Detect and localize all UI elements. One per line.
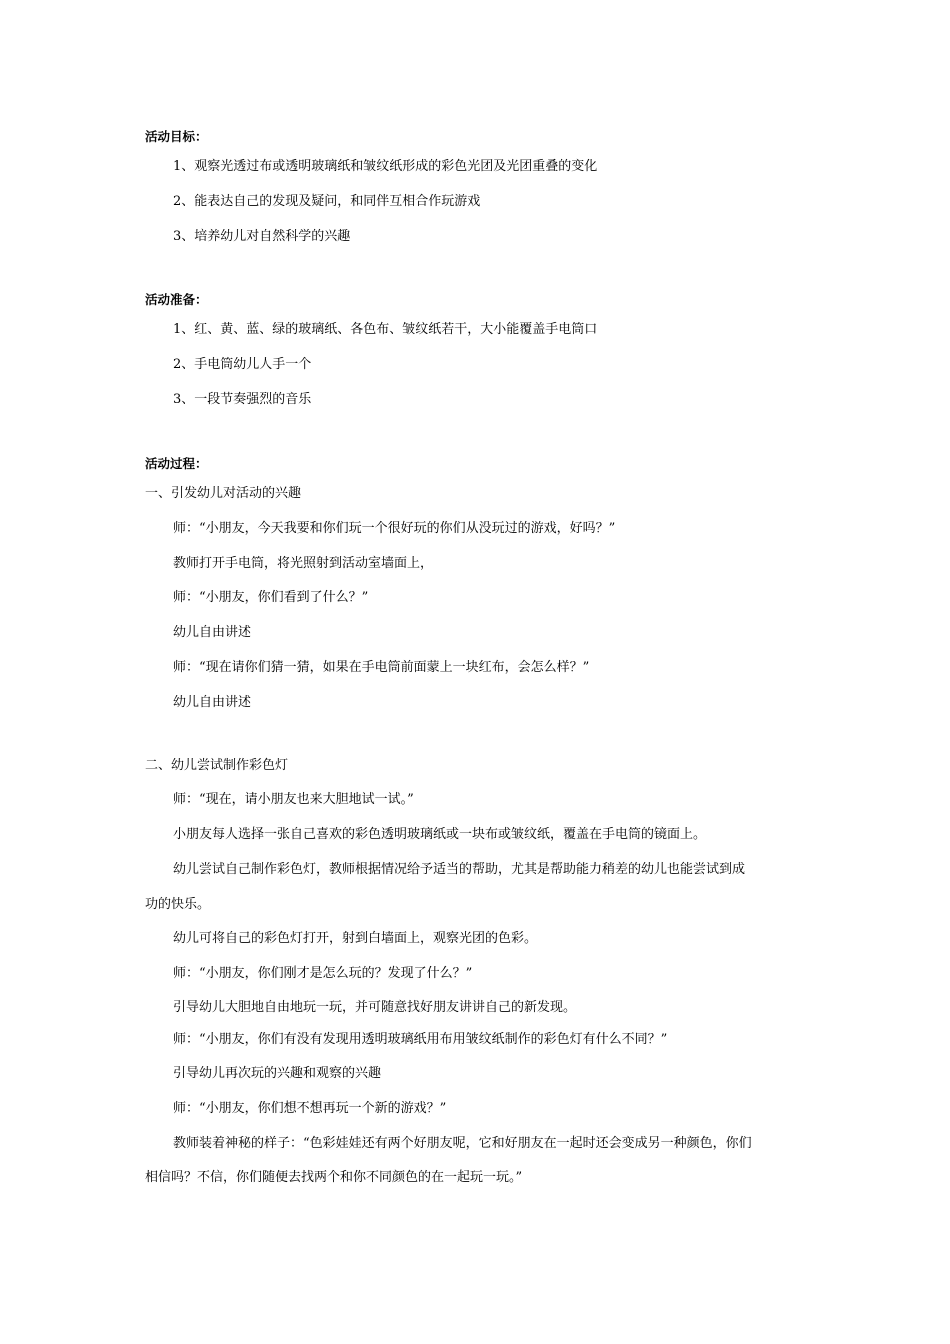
process-line: 幼儿可将自己的彩色灯打开，射到白墙面上，观察光团的色彩。 (173, 931, 538, 946)
preparation-item: 1、红、黄、蓝、绿的玻璃纸、各色布、皱纹纸若干，大小能覆盖手电筒口 (173, 322, 598, 337)
process-line: 教师打开手电筒，将光照射到活动室墙面上， (173, 556, 434, 571)
process-line: 师：“小朋友，今天我要和你们玩一个很好玩的你们从没玩过的游戏，好吗？” (173, 521, 616, 536)
preparation-item: 3、一段节奏强烈的音乐 (173, 392, 312, 407)
process-line: 引导幼儿再次玩的兴趣和观察的兴趣 (173, 1066, 382, 1081)
process-part-title: 二、幼儿尝试制作彩色灯 (145, 758, 289, 773)
process-heading: 活动过程： (145, 456, 208, 471)
goals-heading: 活动目标： (145, 129, 208, 144)
process-line: 幼儿自由讲述 (173, 695, 252, 710)
process-line: 师：“小朋友，你们想不想再玩一个新的游戏？” (173, 1101, 447, 1116)
process-line: 幼儿尝试自己制作彩色灯，教师根据情况给予适当的帮助，尤其是帮助能力稍差的幼儿也能尝试到成 (173, 862, 746, 877)
process-line: 师：“现在请你们猜一猜，如果在手电筒前面蒙上一块红布，会怎么样？” (173, 660, 590, 675)
process-line: 功的快乐。 (145, 897, 211, 912)
goal-item: 3、培养幼儿对自然科学的兴趣 (173, 229, 351, 244)
process-line: 引导幼儿大胆地自由地玩一玩，并可随意找好朋友讲讲自己的新发现。 (173, 1000, 577, 1015)
preparation-heading: 活动准备： (145, 292, 208, 307)
process-line: 师：“小朋友，你们看到了什么？” (173, 590, 369, 605)
preparation-item: 2、手电筒幼儿人手一个 (173, 357, 312, 372)
goal-item: 1、观察光透过布或透明玻璃纸和皱纹纸形成的彩色光团及光团重叠的变化 (173, 159, 598, 174)
process-line: 相信吗？不信，你们随便去找两个和你不同颜色的在一起玩一玩。” (145, 1170, 523, 1185)
process-line: 幼儿自由讲述 (173, 625, 252, 640)
process-line: 师：“小朋友，你们有没有发现用透明玻璃纸用布用皱纹纸制作的彩色灯有什么不同？” (173, 1032, 668, 1047)
process-line: 师：“现在，请小朋友也来大胆地试一试。” (173, 792, 414, 807)
process-line: 教师装着神秘的样子：“色彩娃娃还有两个好朋友呢，它和好朋友在一起时还会变成另一种颜色，你们 (173, 1136, 752, 1151)
goal-item: 2、能表达自己的发现及疑问，和同伴互相合作玩游戏 (173, 194, 481, 209)
process-line: 小朋友每人选择一张自己喜欢的彩色透明玻璃纸或一块布或皱纹纸，覆盖在手电筒的镜面上。 (173, 827, 707, 842)
process-part-title: 一、引发幼儿对活动的兴趣 (145, 486, 302, 501)
process-line: 师：“小朋友，你们刚才是怎么玩的？发现了什么？” (173, 966, 473, 981)
